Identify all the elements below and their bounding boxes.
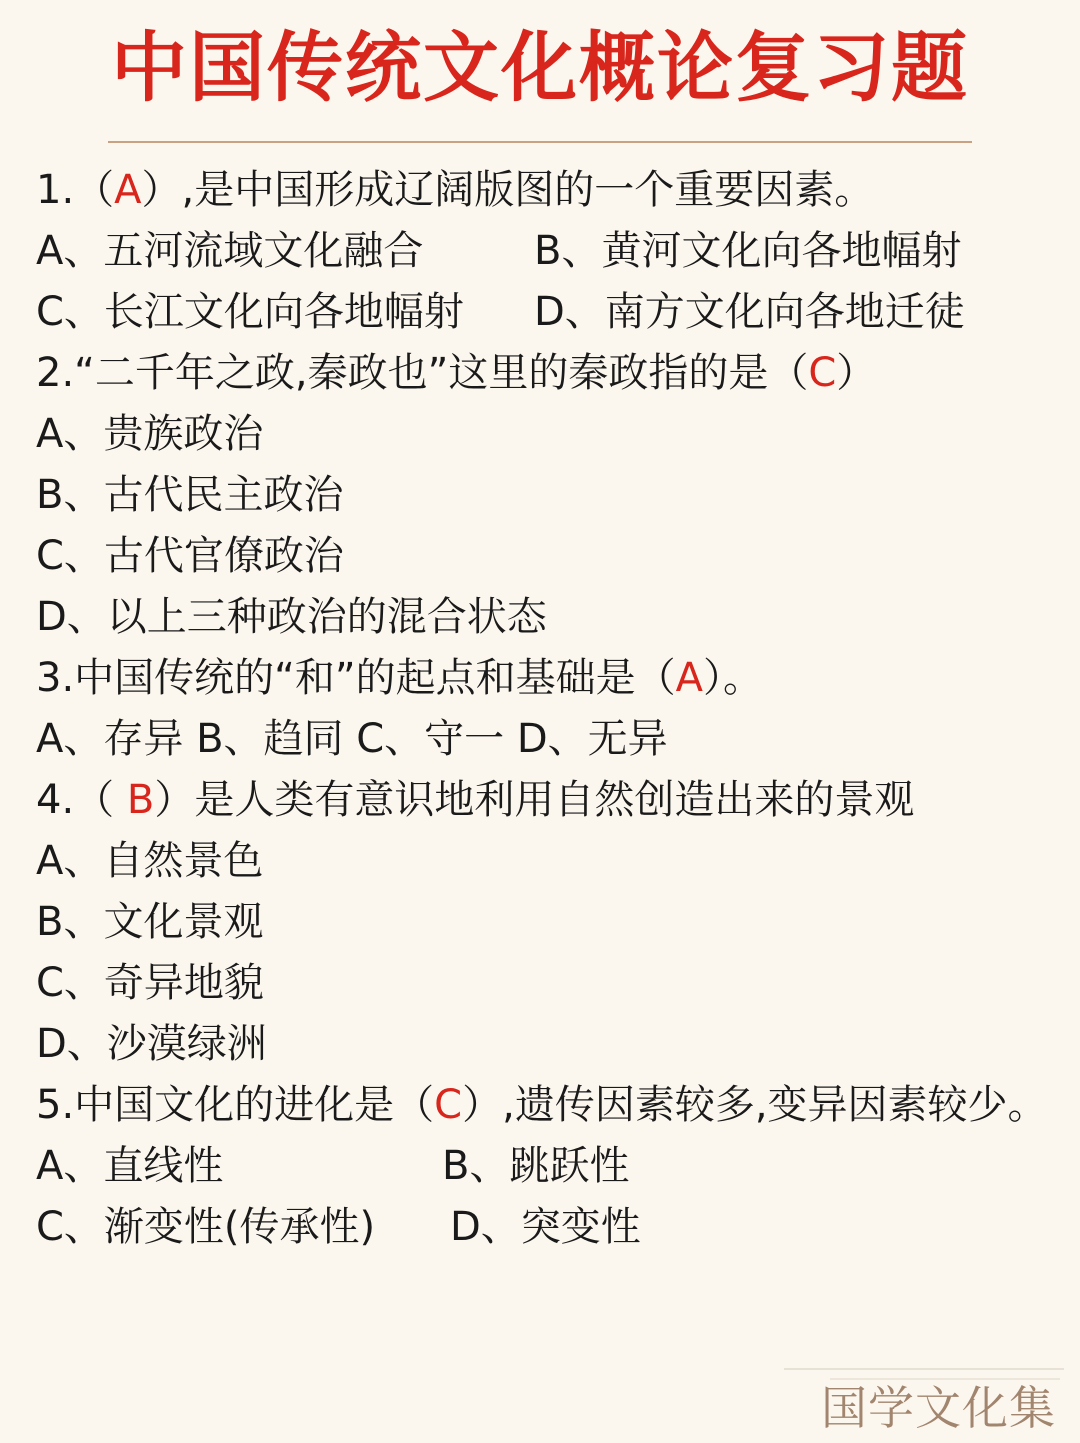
question-5 [36, 1075, 1066, 1136]
option-b: B、黄河文化向各地幅射 [534, 228, 962, 274]
title-divider [108, 141, 972, 143]
question-2-suffix: ） [836, 350, 877, 396]
question-5-prefix: 5.中国文化的进化是（ [36, 1082, 435, 1128]
option-c: C、长江文化向各地幅射 [36, 289, 464, 335]
option-d: D、以上三种政治的混合状态 [36, 594, 547, 640]
footer-divider [784, 1368, 1064, 1370]
question-5-options-row-2 [36, 1197, 1066, 1258]
option-d: D、突变性 [450, 1204, 641, 1250]
page-title: 中国传统文化概论复习题 [111, 23, 969, 112]
question-3-suffix: ）。 [702, 655, 763, 701]
question-3-answer: A [675, 655, 703, 701]
option-c: C、奇异地貌 [36, 960, 264, 1006]
option-a: A、自然景色 [36, 838, 264, 884]
option-b: B、文化景观 [36, 899, 264, 945]
question-4-suffix: ）是人类有意识地利用自然创造出来的景观 [154, 777, 915, 823]
question-list [36, 160, 1066, 1258]
question-3 [36, 648, 1066, 709]
question-1-suffix: ）,是中国形成辽阔版图的一个重要因素。 [141, 167, 875, 213]
option-a: A、贵族政治 [36, 411, 264, 457]
option-a: A、直线性 [36, 1143, 224, 1189]
question-5-answer: C [434, 1082, 463, 1128]
question-1 [36, 160, 1066, 221]
question-2-prefix: 2.“二千年之政,秦政也”这里的秦政指的是（ [36, 350, 809, 396]
option-b: B、跳跃性 [442, 1143, 630, 1189]
question-5-suffix: ）,遗传因素较多,变异因素较少。 [462, 1082, 1048, 1128]
option-d: D、南方文化向各地迁徒 [534, 289, 965, 335]
question-1-options-row-2 [36, 282, 1066, 343]
question-4-prefix: 4.（ [36, 777, 127, 823]
question-1-options-row-1 [36, 221, 1066, 282]
option-b: B、古代民主政治 [36, 472, 344, 518]
question-3-options: A、存异 B、趋同 C、守一 D、无异 [36, 716, 668, 762]
question-2-answer: C [808, 350, 837, 396]
question-4-answer: B [126, 777, 155, 823]
question-1-prefix: 1.（ [36, 167, 115, 213]
question-1-answer: A [114, 167, 142, 213]
option-c: C、古代官僚政治 [36, 533, 344, 579]
option-a: A、五河流域文化融合 [36, 228, 424, 274]
question-5-options-row-1 [36, 1136, 1066, 1197]
question-3-prefix: 3.中国传统的“和”的起点和基础是（ [36, 655, 676, 701]
footer-watermark: 国学文化集 [821, 1381, 1056, 1435]
question-2 [36, 343, 1066, 404]
option-d: D、沙漠绿洲 [36, 1021, 267, 1067]
option-c: C、渐变性(传承性) [36, 1204, 376, 1250]
question-4 [36, 770, 1066, 831]
